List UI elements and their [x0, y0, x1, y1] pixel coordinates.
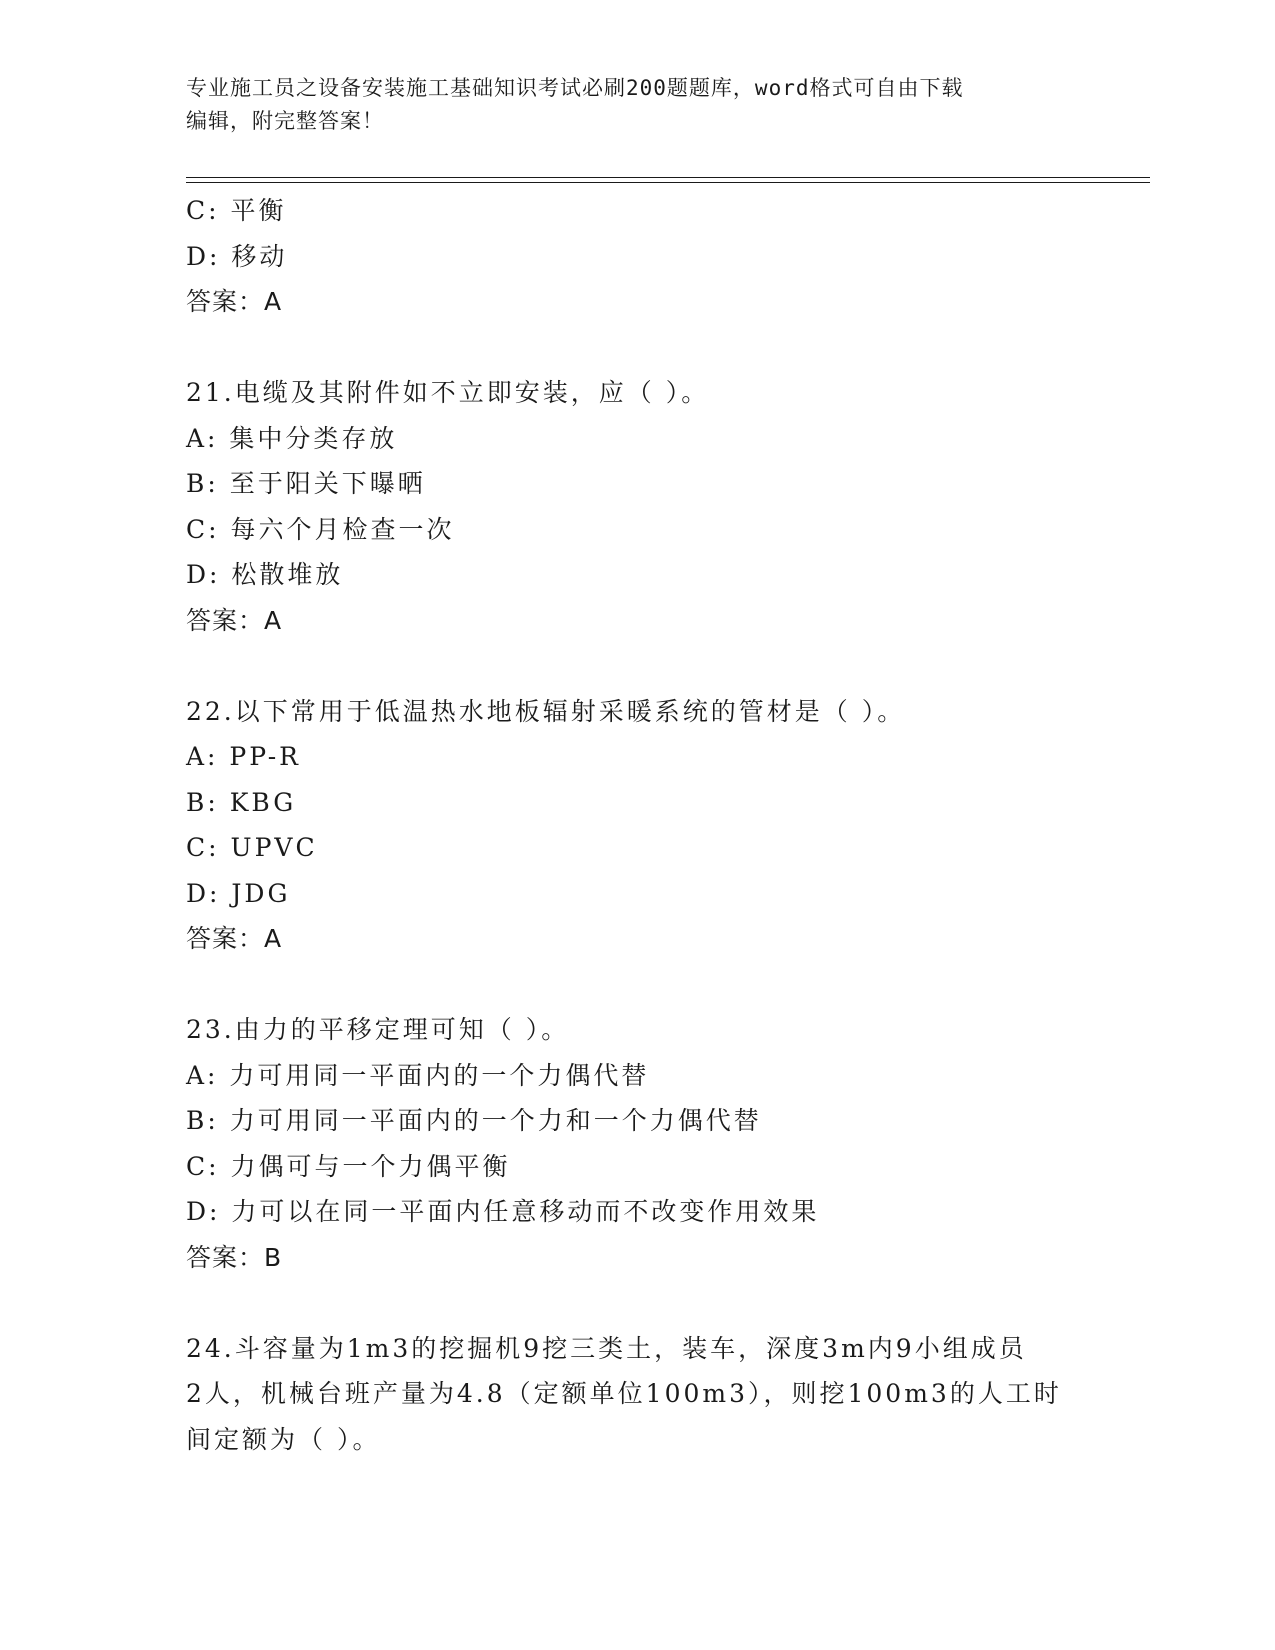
q22-answer: 答案：A [186, 924, 283, 953]
q22-option-a: A: PP-R [186, 742, 301, 771]
header-rule-top [186, 177, 1150, 178]
q23-option-b: B: 力可用同一平面内的一个力和一个力偶代替 [186, 1106, 762, 1135]
q21-option-a: A: 集中分类存放 [186, 423, 398, 453]
header-title-line-1: 专业施工员之设备安装施工基础知识考试必刷200题题库，word格式可自由下载 [186, 76, 964, 100]
q23-question: 23.由力的平移定理可知（ ）。 [186, 1015, 570, 1044]
spacer [186, 325, 1106, 371]
spacer [186, 643, 1106, 689]
q22-option-d: D: JDG [186, 878, 291, 908]
q24-question-line-3: 间定额为（ ）。 [186, 1424, 381, 1454]
q23-option-d: D: 力可以在同一平面内任意移动而不改变作用效果 [186, 1197, 820, 1226]
q21-answer: 答案：A [186, 605, 283, 635]
q21-question: 21.电缆及其附件如不立即安装，应（ ）。 [186, 378, 710, 407]
q23-option-c: C: 力偶可与一个力偶平衡 [186, 1151, 511, 1181]
q20-option-c: C: 平衡 [186, 196, 287, 225]
q22-option-c: C: UPVC [186, 833, 318, 862]
q24-question-line-1: 24.斗容量为1m3的挖掘机9挖三类土，装车，深度3m内9小组成员 [186, 1333, 1027, 1363]
q22-question: 22.以下常用于低温热水地板辐射采暖系统的管材是（ ）。 [186, 696, 906, 726]
q23-answer: 答案：B [186, 1242, 283, 1272]
q21-option-b: B: 至于阳关下曝晒 [186, 469, 426, 498]
q20-option-d: D: 移动 [186, 241, 288, 271]
q22-option-b: B: KBG [186, 787, 297, 817]
q21-option-c: C: 每六个月检查一次 [186, 514, 455, 544]
spacer [186, 1280, 1106, 1326]
q21-option-d: D: 松散堆放 [186, 560, 344, 589]
question-list [186, 188, 1106, 1462]
q23-option-a: A: 力可用同一平面内的一个力偶代替 [186, 1060, 650, 1090]
spacer [186, 962, 1106, 1008]
q20-answer: 答案：A [186, 287, 283, 316]
header-rule-bottom [186, 182, 1150, 183]
document-header [186, 72, 1066, 138]
header-title-line-2: 编辑，附完整答案！ [186, 109, 384, 133]
q24-question-line-2: 2人，机械台班产量为4.8（定额单位100m3），则挖100m3的人工时 [186, 1379, 1062, 1408]
